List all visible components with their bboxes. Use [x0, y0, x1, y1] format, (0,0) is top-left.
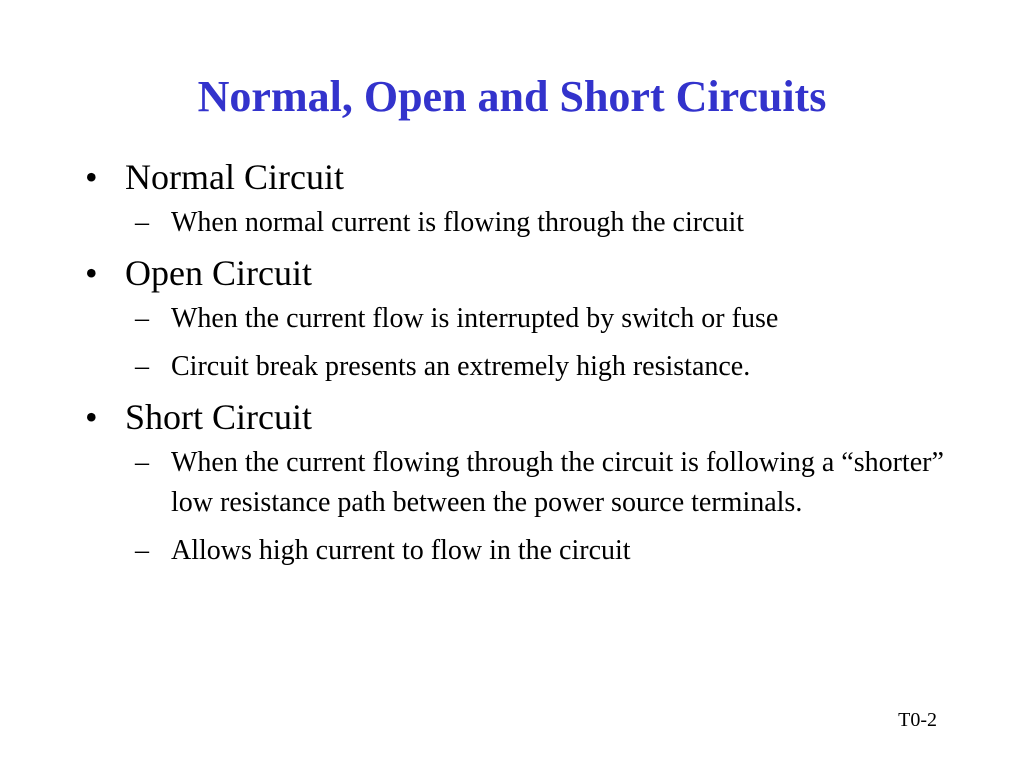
bullet-short-circuit: [85, 395, 965, 439]
bullet-text: Short Circuit: [125, 397, 312, 437]
dash-icon: –: [135, 303, 149, 334]
dash-icon: –: [135, 535, 149, 566]
sub-bullet-text: When normal current is flowing through the circuit: [171, 207, 745, 238]
slide-content: [85, 155, 965, 579]
sub-bullet: [85, 203, 965, 243]
sub-bullet: [85, 443, 965, 523]
dash-icon: –: [135, 207, 149, 238]
bullet-icon: •: [85, 253, 98, 293]
sub-bullet-text: When the current flowing through the circuit is following a “shorter” low resistance path between the power source terminals.: [171, 447, 944, 518]
dash-icon: –: [135, 447, 149, 478]
slide-number: T0-2: [898, 709, 937, 731]
slide-title: Normal, Open and Short Circuits: [197, 72, 827, 121]
bullet-text: Normal Circuit: [125, 157, 344, 197]
sub-bullet-text: Circuit break presents an extremely high resistance.: [171, 351, 751, 382]
dash-icon: –: [135, 351, 149, 382]
sub-bullet: [85, 531, 965, 571]
sub-bullet-text: When the current flow is interrupted by switch or fuse: [171, 303, 779, 334]
bullet-normal-circuit: [85, 155, 965, 199]
bullet-icon: •: [85, 397, 98, 437]
sub-bullet: [85, 299, 965, 339]
sub-bullet-text: Allows high current to flow in the circuit: [171, 535, 631, 566]
bullet-text: Open Circuit: [125, 253, 312, 293]
sub-bullet: [85, 347, 965, 387]
bullet-icon: •: [85, 157, 98, 197]
bullet-open-circuit: [85, 251, 965, 295]
